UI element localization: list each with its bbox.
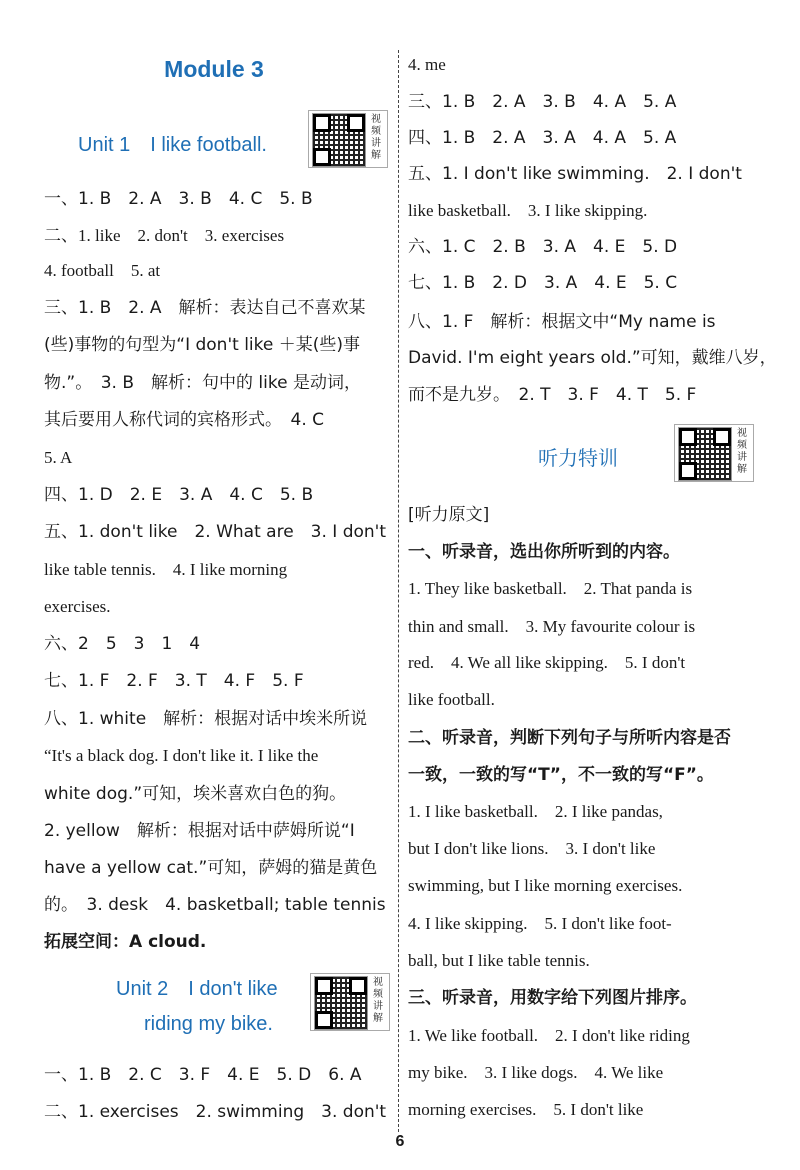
extension-line: 拓展空间：A cloud. [44, 932, 207, 952]
qr-label: 视频讲解 [737, 428, 747, 475]
answer-line: 五、1. don't like 2. What are 3. I don't [44, 522, 387, 542]
transcript-line: ball, but I like table tennis. [408, 951, 590, 970]
answer-line: 物.”。 3. B 解析：句中的 like 是动词， [44, 373, 361, 393]
unit2-qr-box [310, 973, 390, 1031]
transcript-line: 4. I like skipping. 5. I don't like foot- [408, 914, 672, 933]
transcript-line: red. 4. We all like skipping. 5. I don't [408, 653, 686, 672]
answer-line: 七、1. F 2. F 3. T 4. F 5. F [44, 671, 304, 691]
answer-line: exercises. [44, 597, 111, 616]
answer-line: 八、1. white 解析：根据对话中埃米所说 [44, 709, 368, 729]
module-title: Module 3 [164, 56, 264, 82]
column-divider [398, 50, 399, 1132]
section-heading: 一、听录音，选出你所听到的内容。 [408, 542, 680, 562]
answer-line: 2. yellow 解析：根据对话中萨姆所说“I [44, 821, 355, 841]
transcript-line: swimming, but I like morning exercises. [408, 876, 683, 895]
answer-line: 二、1. exercises 2. swimming 3. don't [44, 1102, 387, 1122]
answer-line: David. I'm eight years old.”可知，戴维八岁， [408, 348, 777, 368]
answer-line: 4. me [408, 55, 446, 74]
answer-line: 而不是九岁。 2. T 3. F 4. T 5. F [408, 385, 697, 405]
answer-line: 五、1. I don't like swimming. 2. I don't [408, 164, 742, 184]
answer-line: like basketball. 3. I like skipping. [408, 201, 648, 220]
answer-line: 一、1. B 2. A 3. B 4. C 5. B [44, 189, 313, 209]
qr-code-icon[interactable] [678, 427, 732, 481]
qr-code-icon[interactable] [314, 976, 368, 1030]
transcript-line: 1. They like basketball. 2. That panda is [408, 579, 693, 598]
listening-section-title: 听力特训 [538, 446, 618, 470]
transcript-line: thin and small. 3. My favourite colour is [408, 617, 696, 636]
answer-line: 的。 3. desk 4. basketball; table tennis [44, 895, 386, 915]
answer-line: 4. football 5. at [44, 261, 161, 280]
qr-code-icon[interactable] [312, 113, 366, 167]
answer-line: 六、2 5 3 1 4 [44, 634, 201, 654]
unit1-qr-box [308, 110, 388, 168]
answer-line: 七、1. B 2. D 3. A 4. E 5. C [408, 273, 678, 293]
answer-line: 5. A [44, 448, 73, 467]
answer-line: 三、1. B 2. A 解析：表达自己不喜欢某 [44, 298, 366, 318]
transcript-line: like football. [408, 690, 495, 709]
listening-qr-box [674, 424, 754, 482]
answer-line: like table tennis. 4. I like morning [44, 560, 288, 579]
transcript-heading: [听力原文] [408, 505, 490, 525]
answer-line: 六、1. C 2. B 3. A 4. E 5. D [408, 237, 678, 257]
unit1-title: Unit 1 I like football. [78, 134, 267, 156]
answer-line: 四、1. D 2. E 3. A 4. C 5. B [44, 485, 314, 505]
transcript-line: but I don't like lions. 3. I don't like [408, 839, 656, 858]
answer-line: 二、1. like 2. don't 3. exercises [44, 226, 285, 245]
unit2-title-line2: riding my bike. [144, 1013, 273, 1035]
qr-label: 视频讲解 [371, 114, 381, 161]
right-column [408, 0, 777, 1170]
transcript-line: 1. I like basketball. 2. I like pandas, [408, 802, 663, 821]
answer-line: “It's a black dog. I don't like it. I like the [44, 746, 319, 765]
section-heading: 二、听录音，判断下列句子与所听内容是否 [408, 728, 731, 748]
answer-line: have a yellow cat.”可知，萨姆的猫是黄色 [44, 858, 378, 878]
answer-line: 八、1. F 解析：根据文中“My name is [408, 312, 716, 332]
unit2-title-line1: Unit 2 I don't like [116, 978, 278, 1000]
answer-line: 一、1. B 2. C 3. F 4. E 5. D 6. A [44, 1065, 362, 1085]
answer-line: (些)事物的句型为“I don't like ＋某(些)事 [44, 335, 361, 355]
left-column [44, 0, 389, 1170]
section-heading: 一致，一致的写“T”，不一致的写“F”。 [408, 765, 714, 785]
answer-line: 四、1. B 2. A 3. A 4. A 5. A [408, 128, 677, 148]
transcript-line: 1. We like football. 2. I don't like riding [408, 1026, 690, 1045]
transcript-line: morning exercises. 5. I don't like [408, 1100, 644, 1119]
transcript-line: my bike. 3. I like dogs. 4. We like [408, 1063, 664, 1082]
answer-line: 三、1. B 2. A 3. B 4. A 5. A [408, 92, 677, 112]
section-heading: 三、听录音，用数字给下列图片排序。 [408, 988, 697, 1008]
qr-label: 视频讲解 [373, 977, 383, 1024]
answer-line: white dog.”可知，埃米喜欢白色的狗。 [44, 784, 347, 804]
answer-line: 其后要用人称代词的宾格形式。 4. C [44, 410, 324, 430]
page-number: 6 [395, 1133, 405, 1150]
